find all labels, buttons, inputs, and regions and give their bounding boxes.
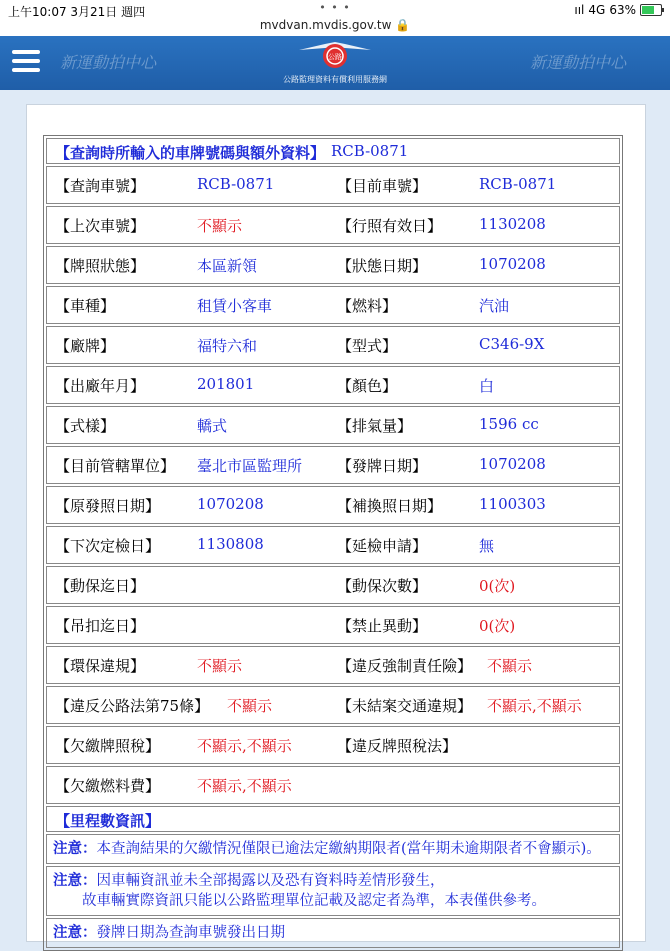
status-indicators (574, 3, 662, 17)
site-title: 公路監理資料有償利用服務網 (283, 75, 387, 84)
table-row (46, 566, 620, 604)
field-value: 白 (479, 377, 495, 395)
note-label: 注意： (53, 872, 97, 889)
query-title-plate: RCB-0871 (331, 142, 409, 160)
table-row (46, 286, 620, 324)
field-value: 201801 (197, 375, 255, 393)
field-label: 【動保次數】 (337, 577, 428, 595)
field-value: 0(次) (479, 617, 516, 635)
field-label: 【延檢申請】 (337, 537, 428, 555)
field-label: 【吊扣迄日】 (55, 617, 146, 635)
status-time: 上午10:07 3月21日 週四 (8, 5, 146, 19)
battery-icon (640, 4, 662, 16)
query-title-row (46, 138, 620, 164)
field-value: 不顯示,不顯示 (197, 737, 292, 755)
field-label: 【目前管轄單位】 (55, 457, 176, 475)
field-label: 【燃料】 (337, 297, 398, 315)
field-value: 本區新領 (197, 257, 258, 275)
note-row (46, 918, 620, 948)
field-label: 【查詢車號】 (55, 177, 146, 195)
field-value: 租賃小客車 (197, 297, 273, 315)
note-label: 注意： (53, 840, 97, 857)
field-value: 福特六和 (197, 337, 258, 355)
field-value: 1100303 (479, 495, 546, 513)
field-label: 【違反公路法第75條】 (55, 697, 210, 715)
field-label: 【出廠年月】 (55, 377, 146, 395)
field-label: 【禁止異動】 (337, 617, 428, 635)
field-label: 【目前車號】 (337, 177, 428, 195)
field-label: 【狀態日期】 (337, 257, 428, 275)
field-label: 【補換照日期】 (337, 497, 443, 515)
field-label: 【動保迄日】 (55, 577, 146, 595)
field-label: 【發牌日期】 (337, 457, 428, 475)
field-value: 不顯示 (197, 657, 243, 675)
field-value: 1596 cc (479, 415, 539, 433)
site-header (0, 36, 670, 90)
table-row (46, 246, 620, 284)
field-label: 【欠繳燃料費】 (55, 777, 161, 795)
mileage-row (46, 806, 620, 832)
field-label: 【違反牌照稅法】 (337, 737, 458, 755)
note-label: 注意： (53, 924, 97, 941)
field-value: 汽油 (479, 297, 510, 315)
table-row (46, 326, 620, 364)
table-row (46, 446, 620, 484)
svg-text:公路: 公路 (328, 53, 342, 61)
info-rows (44, 166, 622, 804)
note-text: 發牌日期為查詢車號發出日期 (96, 925, 285, 941)
mileage-label: 【里程數資訊】 (55, 812, 161, 830)
table-row (46, 646, 620, 684)
field-value: RCB-0871 (479, 175, 557, 193)
field-value: 無 (479, 537, 495, 555)
vehicle-info-table (43, 135, 623, 951)
field-value: 1130208 (479, 215, 546, 233)
field-value: 0(次) (479, 577, 516, 595)
table-row (46, 206, 620, 244)
watermark: 新運動拍中心 (530, 53, 627, 72)
note-text: 因車輛資訊並未全部揭露以及恐有資料時差情形發生， 故車輛實際資訊只能以公路監理單位記載及認定者為準，本表僅供參考。 (81, 873, 546, 909)
wifi-icon: ııl (574, 3, 585, 17)
field-value: 不顯示 (227, 697, 273, 715)
field-label: 【下次定檢日】 (55, 537, 161, 555)
field-label: 【排氣量】 (337, 417, 413, 435)
table-row (46, 766, 620, 804)
field-value: 1070208 (479, 455, 546, 473)
field-value: 1070208 (479, 255, 546, 273)
field-label: 【廠牌】 (55, 337, 116, 355)
field-value: 不顯示 (487, 657, 533, 675)
table-row (46, 366, 620, 404)
field-value: 1130808 (197, 535, 264, 553)
battery-percent: 63% (609, 3, 636, 17)
field-label: 【顏色】 (337, 377, 398, 395)
query-title-label: 【查詢時所輸入的車牌號碼與額外資料】 (55, 144, 326, 162)
hamburger-menu-icon[interactable] (12, 50, 40, 74)
field-value: RCB-0871 (197, 175, 275, 193)
note-row (46, 866, 620, 916)
table-row (46, 606, 620, 644)
note-row (46, 834, 620, 864)
note-text: 本查詢結果的欠繳情況僅限已逾法定繳納期限者(當年期未逾期限者不會顯示)。 (96, 841, 601, 857)
network-type: 4G (588, 3, 606, 17)
field-value: 不顯示,不顯示 (487, 697, 582, 715)
field-value: C346-9X (479, 335, 545, 353)
table-row (46, 686, 620, 724)
status-bar (0, 0, 670, 36)
field-label: 【式樣】 (55, 417, 116, 435)
table-row (46, 526, 620, 564)
field-value: 轎式 (197, 417, 228, 435)
field-label: 【違反強制責任險】 (337, 657, 473, 675)
field-label: 【未結案交通違規】 (337, 697, 473, 715)
field-value: 不顯示 (197, 217, 243, 235)
field-value: 臺北市區監理所 (197, 457, 303, 475)
field-label: 【行照有效日】 (337, 217, 443, 235)
table-row (46, 726, 620, 764)
site-logo-icon[interactable] (295, 38, 375, 70)
field-value: 不顯示,不顯示 (197, 777, 292, 795)
notes (44, 834, 622, 948)
field-label: 【上次車號】 (55, 217, 146, 235)
table-row (46, 166, 620, 204)
watermark: 新運動拍中心 (60, 53, 157, 72)
field-label: 【欠繳牌照稅】 (55, 737, 161, 755)
field-label: 【車種】 (55, 297, 116, 315)
table-row (46, 406, 620, 444)
field-label: 【型式】 (337, 337, 398, 355)
field-value: 1070208 (197, 495, 264, 513)
tab-handle-icon[interactable]: • • • (319, 1, 351, 14)
field-label: 【牌照狀態】 (55, 257, 146, 275)
field-label: 【環保違規】 (55, 657, 146, 675)
result-panel (26, 104, 646, 942)
table-row (46, 486, 620, 524)
field-label: 【原發照日期】 (55, 497, 161, 515)
address-bar[interactable]: mvdvan.mvdis.gov.tw 🔒 (259, 18, 411, 32)
